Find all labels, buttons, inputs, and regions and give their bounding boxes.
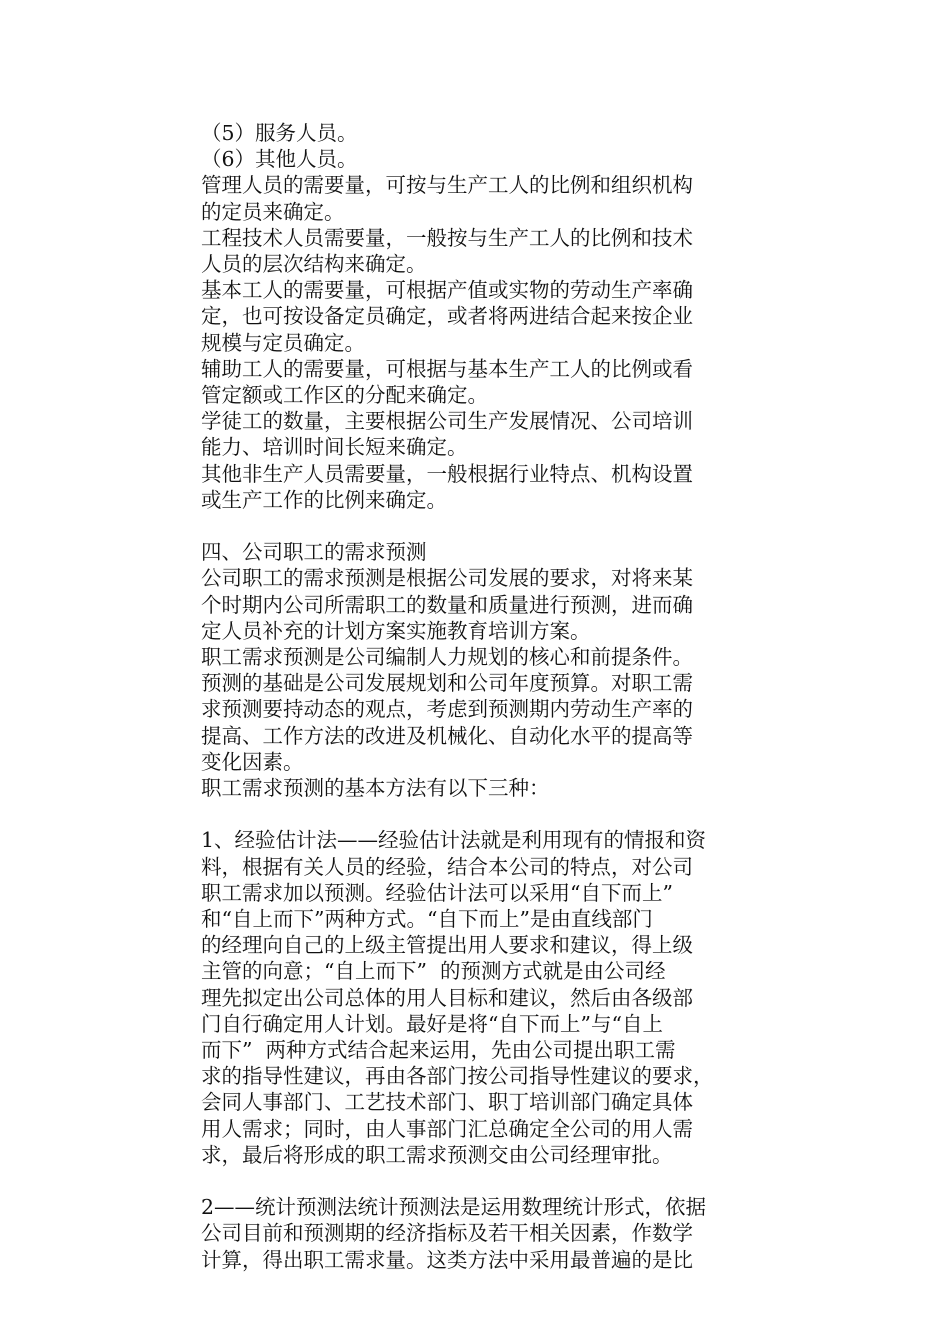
- paragraph-method-statistical: 2——统计预测法统计预测法是运用数理统计形式，依据 公司目前和预测期的经济指标及若干相关因素，作数学 计算，得出职工需求量。这类方法中采用最普遍的是比: [201, 1195, 707, 1272]
- document-page: [201, 120, 761, 1273]
- list-item-other-staff: （6）其他人员。: [201, 147, 358, 172]
- paragraph-auxiliary-workers: 辅助工人的需要量，可根据与基本生产工人的比例或看 管定额或工作区的分配来确定。: [201, 356, 693, 408]
- spacer: [201, 1168, 761, 1194]
- paragraph-demand-forecast-definition: 公司职工的需求预测是根据公司发展的要求，对将来某 个时期内公司所需职工的数量和质量进行预测，进而确 定人员补充的计划方案实施教育培训方案。: [201, 566, 693, 643]
- paragraph-demand-forecast-core: 职工需求预测是公司编制人力规划的核心和前提条件。 预测的基础是公司发展规划和公司年度预算。对职工需 求预测要持动态的观点，考虑到预测期内劳动生产率的 提高、工作方法的改进及机械化、自动化水平的提高等 变化因素。: [201, 645, 693, 774]
- paragraph-management-staff: 管理人员的需要量，可按与生产工人的比例和组织机构 的定员来确定。: [201, 173, 693, 224]
- paragraph-other-nonproduction: 其他非生产人员需要量，一般根据行业特点、机构设置 或生产工作的比例来确定。: [201, 461, 693, 512]
- paragraph-basic-workers: 基本工人的需要量，可根据产值或实物的劳动生产率确 定，也可按设备定员确定，或者将两进结合起来按企业 规模与定员确定。: [201, 278, 693, 355]
- paragraph-engineering-staff: 工程技术人员需要量，一般按与生产工人的比例和技术 人员的层次结构来确定。: [201, 225, 693, 277]
- list-item-service-staff: （5）服务人员。: [201, 121, 358, 145]
- paragraph-method-experience: 1、经验估计法——经验估计法就是利用现有的情报和资 料，根据有关人员的经验，结合本公司的特点，对公司 职工需求加以预测。经验估计法可以采用“自下而上” 和“自上而下”两种方式。“自下而上”是由直线部门 的经理向自己的上级主管提出用人要求和建议，得上级 主管的向意；“自上而下” 的预测方式就是由公司经 理先拟定出公司总体的用人目标和建议，然后由各级部 门自行确定用人计划。最好是将“自下而上”与“自上 而下” 两种方式结合起来运用，先由公司提出职工需 求的指导性建议，再由各部门按公司指导性建议的要求， 会同人事部门、工艺技术部门、职丁培训部门确定具体 用人需求；同时，由人事部门汇总确定全公司的用人需 求，最后将形成的职工需求预测交由公司经理审批。: [201, 828, 714, 1167]
- spacer: [201, 513, 761, 539]
- spacer: [201, 801, 761, 827]
- paragraph-apprentices: 学徒工的数量，主要根据公司生产发展情况、公司培训 能力、培训时间长短来确定。: [201, 409, 693, 460]
- paragraph-methods-intro: 职工需求预测的基本方法有以下三种：: [201, 776, 550, 801]
- section-heading: 四、公司职工的需求预测: [201, 540, 427, 565]
